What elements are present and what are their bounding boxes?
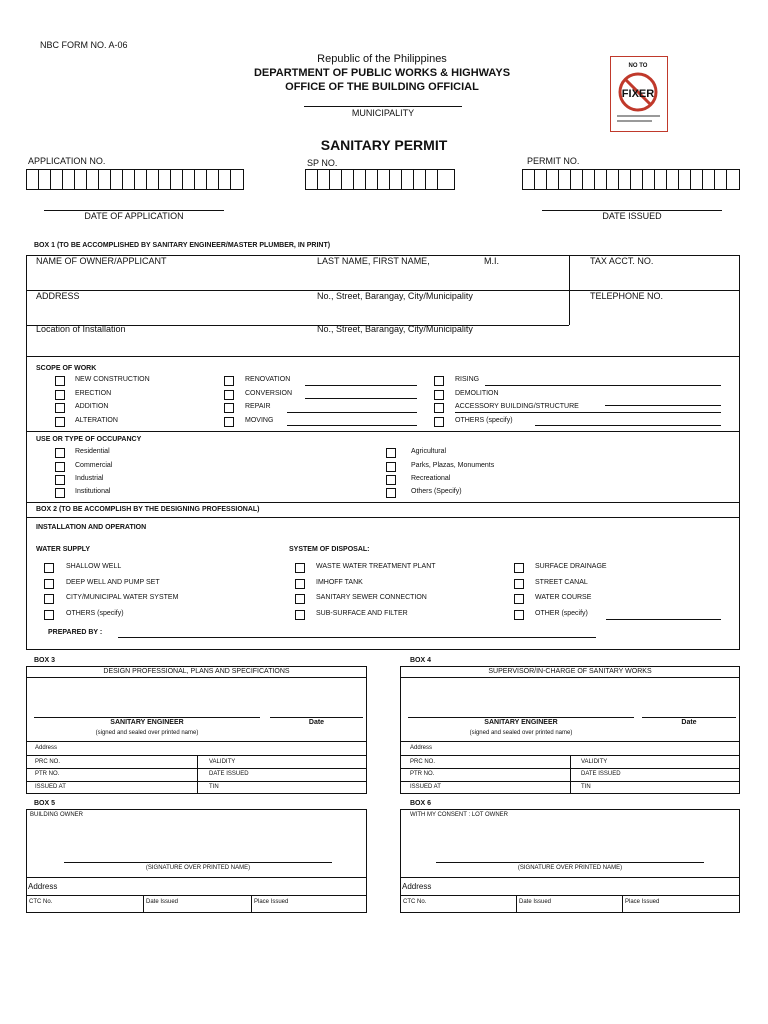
- conversion-line[interactable]: [305, 398, 417, 399]
- box5-signature-line[interactable]: [64, 862, 332, 863]
- renovation-line[interactable]: [305, 385, 417, 386]
- section-divider: [26, 356, 740, 357]
- box6-place-issued: Place Issued: [625, 899, 660, 905]
- box4-ptr: PTR NO.: [410, 771, 435, 777]
- scope-item: RISING: [455, 376, 480, 383]
- accessory-line[interactable]: [605, 405, 721, 406]
- divider: [197, 755, 198, 794]
- water-item: CITY/MUNICIPAL WATER SYSTEM: [66, 594, 179, 601]
- telephone-label: TELEPHONE NO.: [590, 291, 664, 301]
- box6-date-issued: Date Issued: [519, 899, 552, 905]
- prepared-by-label: PREPARED BY :: [48, 629, 103, 636]
- permit-no-label: PERMIT NO.: [527, 156, 580, 166]
- checkbox-repair[interactable]: [224, 403, 234, 413]
- disposal-item: WATER COURSE: [535, 594, 592, 601]
- disposal-item: OTHER (specify): [535, 610, 588, 617]
- box4-tin: TIN: [581, 784, 591, 790]
- checkbox-sewer[interactable]: [295, 594, 305, 604]
- occupancy-item: Institutional: [75, 488, 111, 495]
- checkbox-conversion[interactable]: [224, 390, 234, 400]
- sp-no-boxes[interactable]: [305, 169, 455, 190]
- section-divider: [26, 517, 740, 518]
- accessory-line-2[interactable]: [455, 412, 721, 413]
- checkbox-shallow-well[interactable]: [44, 563, 54, 573]
- occupancy-item: Commercial: [75, 462, 113, 469]
- moving-line[interactable]: [287, 425, 417, 426]
- box6-address: Address: [402, 882, 432, 891]
- water-supply-title: WATER SUPPLY: [36, 546, 91, 553]
- last-first-label: LAST NAME, FIRST NAME,: [317, 256, 430, 266]
- checkbox-residential[interactable]: [55, 448, 65, 458]
- box3-address: Address: [35, 745, 58, 751]
- address-label: ADDRESS: [36, 291, 80, 301]
- occupancy-item: Others (Specify): [411, 488, 462, 495]
- box6-signature: (SIGNATURE OVER PRINTED NAME): [517, 865, 623, 871]
- date-issued-label: DATE ISSUED: [602, 211, 662, 221]
- svg-text:FIXER: FIXER: [621, 88, 655, 100]
- box4-issued-at: ISSUED AT: [410, 784, 441, 790]
- checkbox-accessory[interactable]: [434, 403, 444, 413]
- scope-title: SCOPE OF WORK: [36, 365, 97, 372]
- box6-signature-line[interactable]: [436, 862, 704, 863]
- scope-item: REPAIR: [245, 403, 271, 410]
- box3-signed: (signed and sealed over printed name): [95, 730, 199, 736]
- disposal-item: STREET CANAL: [535, 579, 588, 586]
- divider: [400, 741, 740, 742]
- location-label: Location of Installation: [36, 324, 126, 334]
- scope-item: ACCESSORY BUILDING/STRUCTURE: [455, 403, 579, 410]
- divider: [26, 895, 367, 896]
- box4-date-line[interactable]: [642, 717, 736, 718]
- permit-no-boxes[interactable]: [522, 169, 740, 190]
- page-title: SANITARY PERMIT: [320, 137, 448, 153]
- form-number: NBC FORM NO. A-06: [40, 40, 128, 50]
- scope-item: NEW CONSTRUCTION: [75, 376, 150, 383]
- box4-date-issued: DATE ISSUED: [581, 771, 621, 777]
- address-hint: No., Street, Barangay, City/Municipality: [317, 291, 473, 301]
- disposal-item: SURFACE DRAINAGE: [535, 563, 607, 570]
- checkbox-other-disposal[interactable]: [514, 610, 524, 620]
- divider: [143, 895, 144, 913]
- box3-issued-at: ISSUED AT: [35, 784, 66, 790]
- box3-validity: VALIDITY: [209, 759, 236, 765]
- divider: [26, 677, 367, 678]
- occupancy-item: Industrial: [75, 475, 104, 482]
- repair-line[interactable]: [287, 412, 417, 413]
- scope-item: ADDITION: [75, 403, 109, 410]
- disposal-item: WASTE WATER TREATMENT PLANT: [316, 563, 436, 570]
- scope-item: MOVING: [245, 417, 274, 424]
- main-form-frame: [26, 255, 740, 650]
- checkbox-others-specify[interactable]: [386, 488, 396, 498]
- mi-label: M.I.: [484, 256, 499, 266]
- checkbox-rising[interactable]: [434, 376, 444, 386]
- box2-heading: BOX 2 (TO BE ACCOMPLISH BY THE DESIGNING PROFESSIONAL): [36, 506, 260, 513]
- divider: [622, 895, 623, 913]
- prepared-by-line[interactable]: [118, 637, 596, 638]
- box3-title: DESIGN PROFESSIONAL, PLANS AND SPECIFICATIONS: [103, 668, 290, 675]
- rising-line[interactable]: [485, 385, 721, 386]
- other-disposal-line[interactable]: [606, 619, 721, 620]
- checkbox-subsurface[interactable]: [295, 610, 305, 620]
- scope-item: ERECTION: [75, 390, 112, 397]
- box1-heading: BOX 1 (TO BE ACCOMPLISHED BY SANITARY ENGINEER/MASTER PLUMBER, IN PRINT): [34, 242, 331, 249]
- scope-item: DEMOLITION: [455, 390, 499, 397]
- divider: [26, 877, 367, 878]
- box3-ptr: PTR NO.: [35, 771, 60, 777]
- checkbox-institutional[interactable]: [55, 488, 65, 498]
- location-hint: No., Street, Barangay, City/Municipality: [317, 324, 473, 334]
- scope-item: RENOVATION: [245, 376, 291, 383]
- box5-frame: [26, 809, 367, 913]
- box6-label: BOX 6: [410, 800, 432, 807]
- department-line: DEPARTMENT OF PUBLIC WORKS & HIGHWAYS: [253, 67, 511, 79]
- divider: [400, 677, 740, 678]
- box4-signature-line[interactable]: [408, 717, 634, 718]
- box4-label: BOX 4: [410, 657, 432, 664]
- disposal-title: SYSTEM OF DISPOSAL:: [289, 546, 370, 553]
- municipality-label: MUNICIPALITY: [351, 108, 415, 118]
- box5-owner: BUILDING OWNER: [30, 812, 84, 818]
- box5-signature: (SIGNATURE OVER PRINTED NAME): [145, 865, 251, 871]
- republic-line: Republic of the Philippines: [317, 53, 447, 65]
- checkbox-city-water[interactable]: [44, 594, 54, 604]
- divider: [400, 877, 740, 878]
- checkbox-parks[interactable]: [386, 462, 396, 472]
- checkbox-imhoff[interactable]: [295, 579, 305, 589]
- divider: [516, 895, 517, 913]
- box3-date-line[interactable]: [270, 717, 363, 718]
- divider: [570, 755, 571, 794]
- checkbox-recreational[interactable]: [386, 475, 396, 485]
- occupancy-item: Parks, Plazas, Monuments: [411, 462, 495, 469]
- box6-consent: WITH MY CONSENT : LOT OWNER: [410, 812, 509, 818]
- disposal-item: SUB-SURFACE AND FILTER: [316, 610, 408, 617]
- box4-date: Date: [681, 719, 697, 726]
- box5-label: BOX 5: [34, 800, 56, 807]
- occupancy-item: Recreational: [411, 475, 451, 482]
- box6-ctc: CTC No.: [403, 899, 427, 905]
- checkbox-agricultural[interactable]: [386, 448, 396, 458]
- box3-tin: TIN: [209, 784, 219, 790]
- owner-label: NAME OF OWNER/APPLICANT: [36, 256, 167, 266]
- box4-engineer: SANITARY ENGINEER: [484, 719, 558, 726]
- water-item: OTHERS (specify): [66, 610, 124, 617]
- checkbox-water-course[interactable]: [514, 594, 524, 604]
- box4-signed: (signed and sealed over printed name): [469, 730, 573, 736]
- water-item: DEEP WELL AND PUMP SET: [66, 579, 160, 586]
- box3-date: Date: [308, 719, 325, 726]
- application-no-label: APPLICATION NO.: [28, 156, 106, 166]
- others-line[interactable]: [535, 425, 721, 426]
- box4-address: Address: [410, 745, 433, 751]
- box5-ctc: CTC No.: [29, 899, 53, 905]
- box5-address: Address: [28, 882, 58, 891]
- checkbox-industrial[interactable]: [55, 475, 65, 485]
- date-of-application-label: DATE OF APPLICATION: [84, 211, 184, 221]
- box5-date-issued: Date Issued: [146, 899, 179, 905]
- checkbox-renovation[interactable]: [224, 376, 234, 386]
- box6-frame: [400, 809, 740, 913]
- section-divider: [26, 502, 740, 503]
- sp-no-label: SP NO.: [307, 158, 338, 168]
- water-item: SHALLOW WELL: [66, 563, 122, 570]
- office-line: OFFICE OF THE BUILDING OFFICIAL: [285, 81, 479, 93]
- box4-title: SUPERVISOR/IN-CHARGE OF SANITARY WORKS: [488, 668, 652, 675]
- checkbox-surface-drainage[interactable]: [514, 563, 524, 573]
- disposal-item: SANITARY SEWER CONNECTION: [316, 594, 427, 601]
- box3-prc: PRC NO.: [35, 759, 61, 765]
- checkbox-deep-well[interactable]: [44, 579, 54, 589]
- checkbox-water-others[interactable]: [44, 610, 54, 620]
- checkbox-erection[interactable]: [55, 390, 65, 400]
- checkbox-waste-water[interactable]: [295, 563, 305, 573]
- box4-validity: VALIDITY: [581, 759, 608, 765]
- occupancy-item: Agricultural: [411, 448, 447, 455]
- box4-prc: PRC NO.: [410, 759, 436, 765]
- scope-item: ALTERATION: [75, 417, 118, 424]
- application-no-boxes[interactable]: [26, 169, 244, 190]
- box3-label: BOX 3: [34, 657, 56, 664]
- scope-item: CONVERSION: [245, 390, 293, 397]
- checkbox-street-canal[interactable]: [514, 579, 524, 589]
- svg-text:NO TO: NO TO: [628, 63, 648, 69]
- box3-signature-line[interactable]: [34, 717, 260, 718]
- scope-item: OTHERS (specify): [455, 417, 513, 424]
- divider: [251, 895, 252, 913]
- municipality-line: [304, 106, 462, 107]
- section-divider: [26, 431, 740, 432]
- installation-title: INSTALLATION AND OPERATION: [36, 524, 147, 531]
- checkbox-new-construction[interactable]: [55, 376, 65, 386]
- no-fixer-logo: [610, 56, 668, 132]
- checkbox-others[interactable]: [434, 417, 444, 427]
- box5-place-issued: Place Issued: [254, 899, 289, 905]
- tax-acct-label: TAX ACCT. NO.: [590, 256, 654, 266]
- occupancy-item: Residential: [75, 448, 110, 455]
- checkbox-demolition[interactable]: [434, 390, 444, 400]
- box3-date-issued: DATE ISSUED: [209, 771, 249, 777]
- divider: [26, 741, 367, 742]
- checkbox-alteration[interactable]: [55, 417, 65, 427]
- occupancy-title: USE OR TYPE OF OCCUPANCY: [36, 436, 142, 443]
- box3-engineer: SANITARY ENGINEER: [110, 719, 184, 726]
- checkbox-moving[interactable]: [224, 417, 234, 427]
- divider: [400, 895, 740, 896]
- checkbox-commercial[interactable]: [55, 462, 65, 472]
- disposal-item: IMHOFF TANK: [316, 579, 363, 586]
- checkbox-addition[interactable]: [55, 403, 65, 413]
